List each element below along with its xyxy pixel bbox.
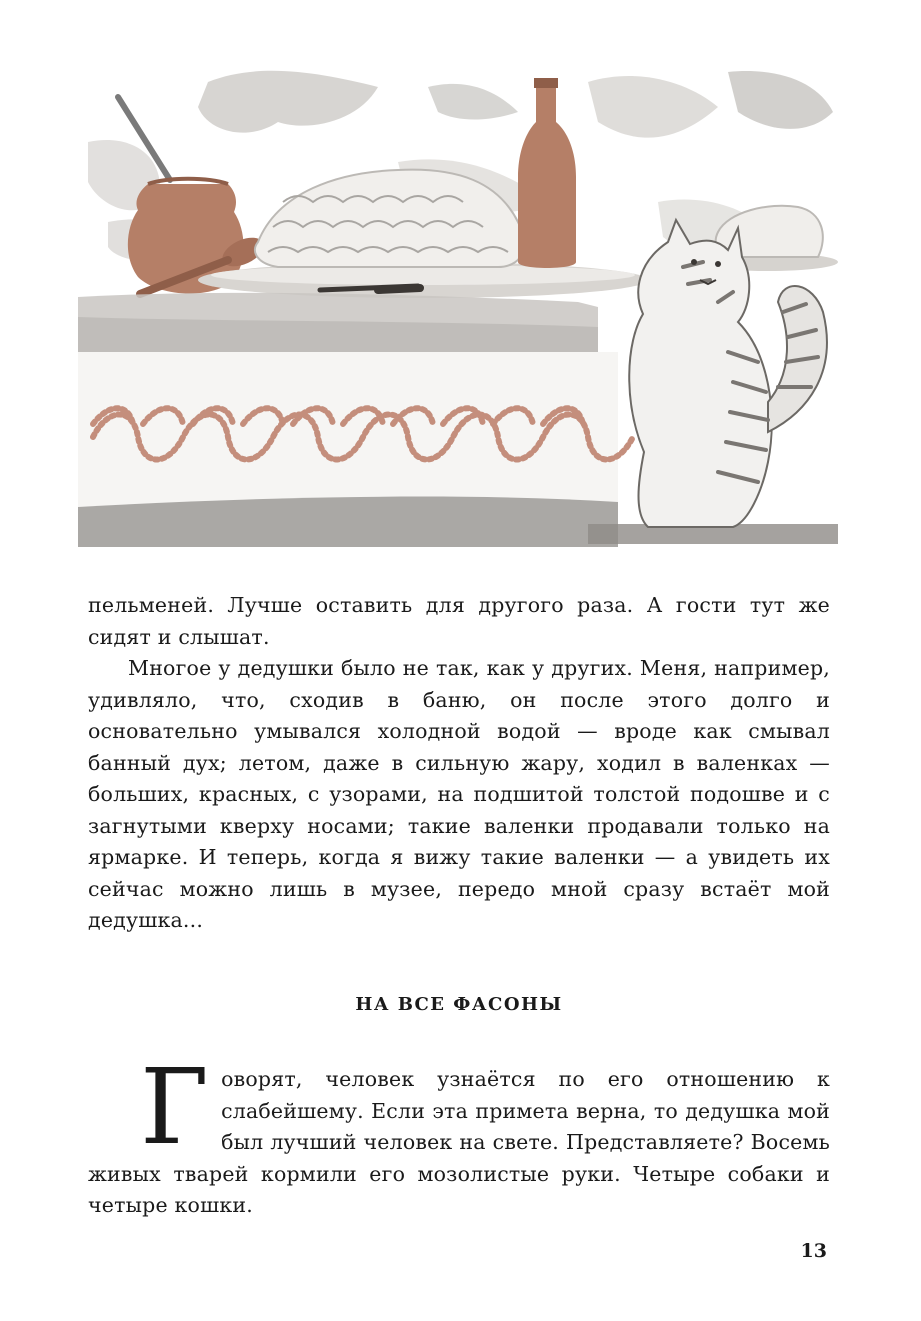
drop-cap: Г	[140, 1046, 210, 1168]
illustration	[78, 52, 840, 558]
section-title: НА ВСЕ ФАСОНЫ	[355, 994, 563, 1015]
continuation-text	[88, 590, 830, 937]
page-number: 13	[800, 1240, 827, 1262]
paragraph: Многое у дедушки было не так, как у других. Меня, например, удивляло, что, сходив в баню, он после этого долго и основательно умывался холодной водой — вроде как смывал банный дух; летом, даже в сильную жару, ходил в валенках — больших, красных, с узорами, на подшитой толстой подошве и с загнутыми кверху носами; такие валенки продавали только на ярмарке. И теперь, когда я вижу такие валенки — а увидеть их сейчас можно лишь в музее, передо мной сразу встаёт мой дедушка...	[88, 656, 830, 932]
section-paragraph: оворят, человек узнаётся по его отношению к слабейшему. Если эта примета верна, то дедушка мой был лучший человек на свете. Представляете? Восемь живых тварей кормили его мозолистые руки. Четыре собаки и четыре кошки.	[88, 1067, 830, 1217]
section-body	[88, 1046, 830, 1222]
watercolor-still-life	[78, 52, 840, 558]
paragraph: пельменей. Лучше оставить для другого раза. А гости тут же сидят и слышат.	[88, 593, 830, 649]
